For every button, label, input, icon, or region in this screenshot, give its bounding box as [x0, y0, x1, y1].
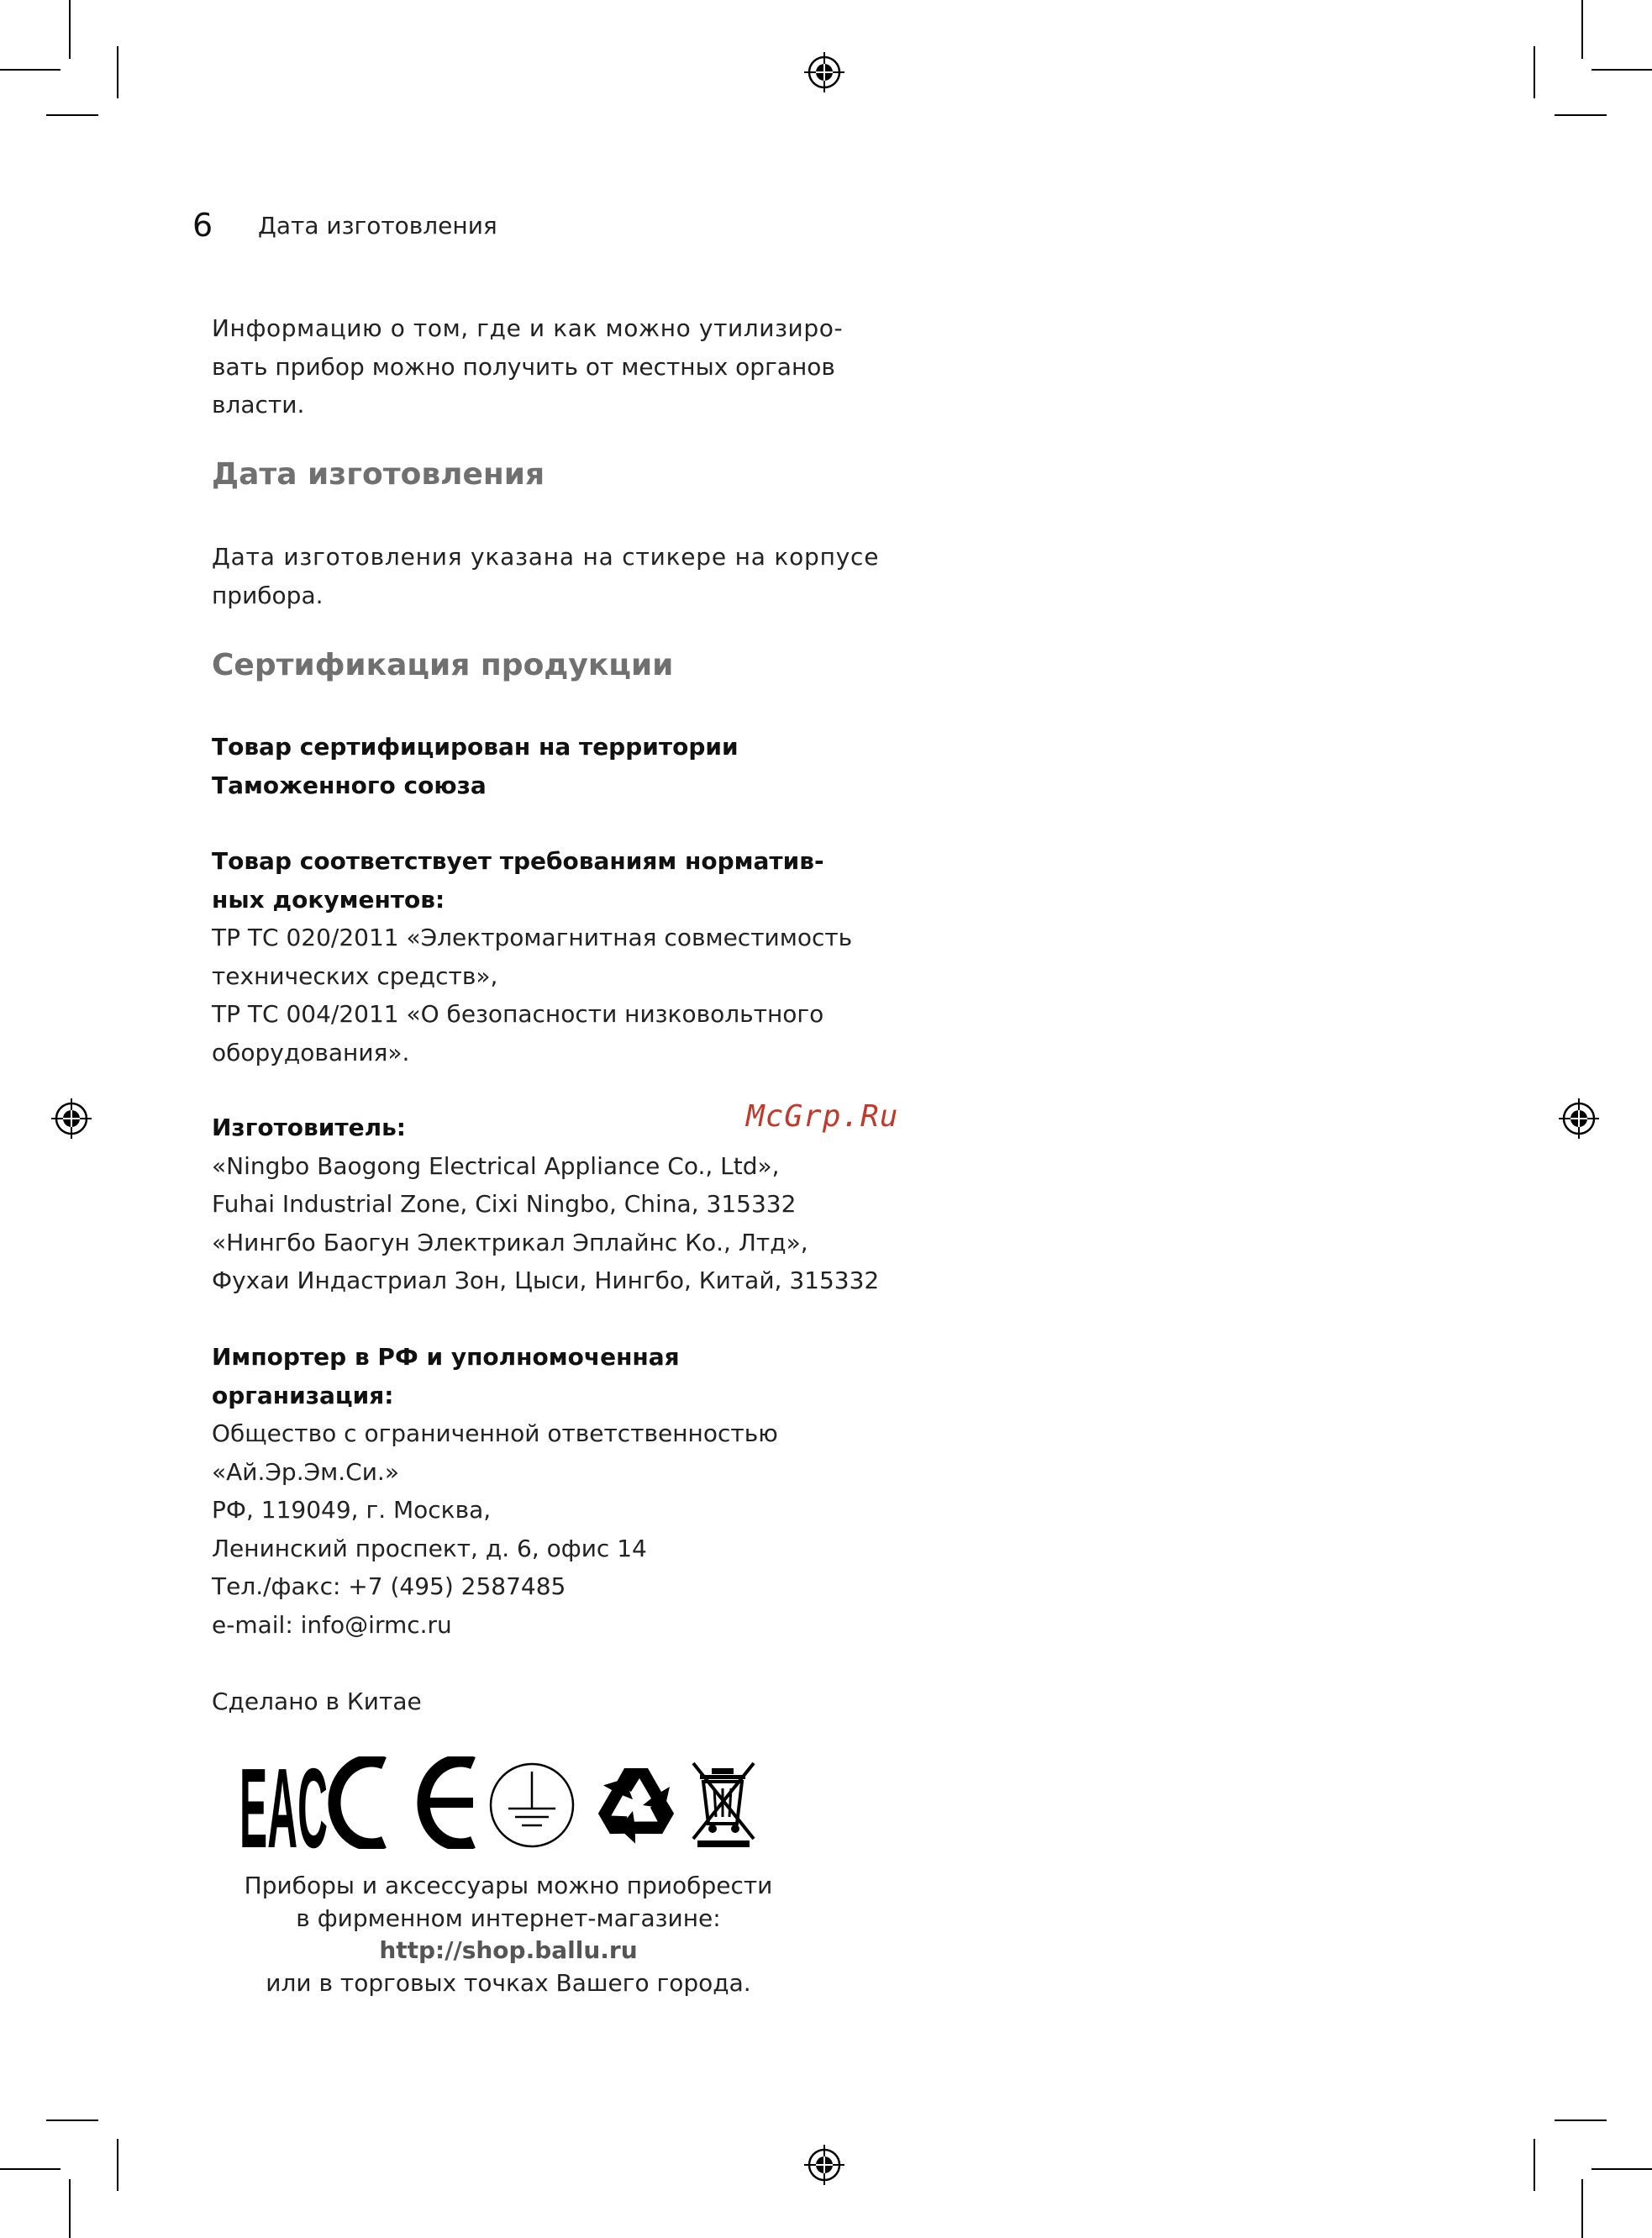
text-line: организация: — [212, 1381, 394, 1409]
manufacturer-label: Изготовитель: — [212, 1114, 406, 1141]
crop-mark — [1555, 114, 1607, 116]
certification-marks — [239, 1756, 769, 1852]
page-number: 6 — [192, 207, 213, 244]
crop-mark — [69, 2179, 71, 2238]
intro-paragraph — [212, 309, 844, 424]
crop-mark — [46, 114, 98, 116]
crop-mark — [69, 0, 71, 59]
text-line: власти. — [212, 391, 305, 419]
crop-mark — [1591, 2168, 1652, 2170]
text-line: «Ningbo Baogong Electrical Appliance Co., Ltd», — [212, 1151, 780, 1180]
text-line: Импортер в РФ и уполномоченная — [212, 1343, 680, 1371]
shop-footer — [176, 1870, 840, 1999]
certified-statement — [212, 728, 805, 804]
text-line: Общество с ограниченной ответственностью — [212, 1419, 778, 1447]
crop-mark — [1581, 2179, 1583, 2238]
crop-mark — [0, 69, 61, 71]
running-title: Дата изготовления — [258, 212, 497, 240]
date-paragraph — [212, 538, 880, 614]
text-line: «Ай.Эр.Эм.Си.» — [212, 1457, 399, 1486]
text-line: Товар сертифицирован на территории — [212, 733, 739, 761]
text-line: вать прибор можно получить от местных органов — [212, 352, 835, 381]
text-line: Таможенного союза — [212, 771, 487, 799]
text-line: Дата изготовления указана на стикере на корпусе — [212, 543, 880, 571]
importer-block — [212, 1338, 805, 1644]
footer-line: Приборы и аксессуары можно приобрести — [244, 1872, 773, 1899]
text-line: Тел./факс: +7 (495) 2587485 — [212, 1572, 566, 1600]
section-heading-date: Дата изготовления — [212, 457, 545, 492]
footer-line: или в торговых точках Вашего города. — [266, 1968, 751, 1997]
crop-mark — [1555, 2120, 1607, 2121]
weee-crossed-bin-icon — [693, 1763, 754, 1847]
text-line: ТР ТС 004/2011 «О безопасности низковольтного — [212, 1000, 824, 1028]
crop-mark — [117, 46, 118, 98]
text-line: технических средств», — [212, 961, 498, 990]
text-line: оборудования». — [212, 1038, 410, 1066]
ground-symbol-icon — [491, 1764, 573, 1846]
registration-mark-icon — [51, 1098, 92, 1139]
shop-url-link[interactable]: http://shop.ballu.ru — [379, 1936, 638, 1964]
text-line: Товар соответствует требованиям норматив- — [212, 847, 824, 875]
email-text: e-mail: info@irmc.ru — [212, 1610, 452, 1639]
crop-mark — [1534, 46, 1535, 98]
registration-mark-icon — [1559, 1098, 1599, 1139]
crop-mark — [0, 2168, 61, 2170]
text-line: ТР ТС 020/2011 «Электромагнитная совместимость — [212, 924, 853, 951]
text-line: РФ, 119049, г. Москва, — [212, 1496, 492, 1524]
text-line: прибора. — [212, 581, 324, 609]
compliance-block — [212, 842, 853, 1072]
text-line: Ленинский проспект, д. 6, офис 14 — [212, 1534, 647, 1562]
text-line: Информацию о том, где и как можно утилизиро- — [212, 314, 844, 342]
registration-mark-icon — [804, 52, 844, 92]
watermark: McGrp.Ru — [746, 1099, 899, 1134]
crop-mark — [1581, 0, 1583, 59]
registration-mark-icon — [804, 2145, 844, 2185]
text-line: Fuhai Industrial Zone, Cixi Ningbo, China, 315332 — [212, 1190, 797, 1218]
section-heading-certification: Сертификация продукции — [212, 648, 674, 682]
crop-mark — [46, 2120, 98, 2121]
text-line: Фухаи Индастриал Зон, Цыси, Нингбо, Китай, 315332 — [212, 1266, 880, 1294]
eac-mark-icon — [239, 1756, 328, 1849]
footer-line: в фирменном интернет-магазине: — [296, 1904, 721, 1932]
crop-mark — [117, 2139, 118, 2191]
made-in-text: Сделано в Китае — [212, 1688, 422, 1715]
text-line: «Нингбо Баогун Электрикал Эплайнс Ко., Лтд», — [212, 1228, 808, 1256]
recycle-icon — [587, 1768, 678, 1849]
svg-text:EAC: EAC — [239, 1756, 328, 1849]
ce-mark-icon — [334, 1761, 473, 1845]
crop-mark — [1534, 2139, 1535, 2191]
crop-mark — [1591, 69, 1652, 71]
text-line: ных документов: — [212, 885, 445, 914]
